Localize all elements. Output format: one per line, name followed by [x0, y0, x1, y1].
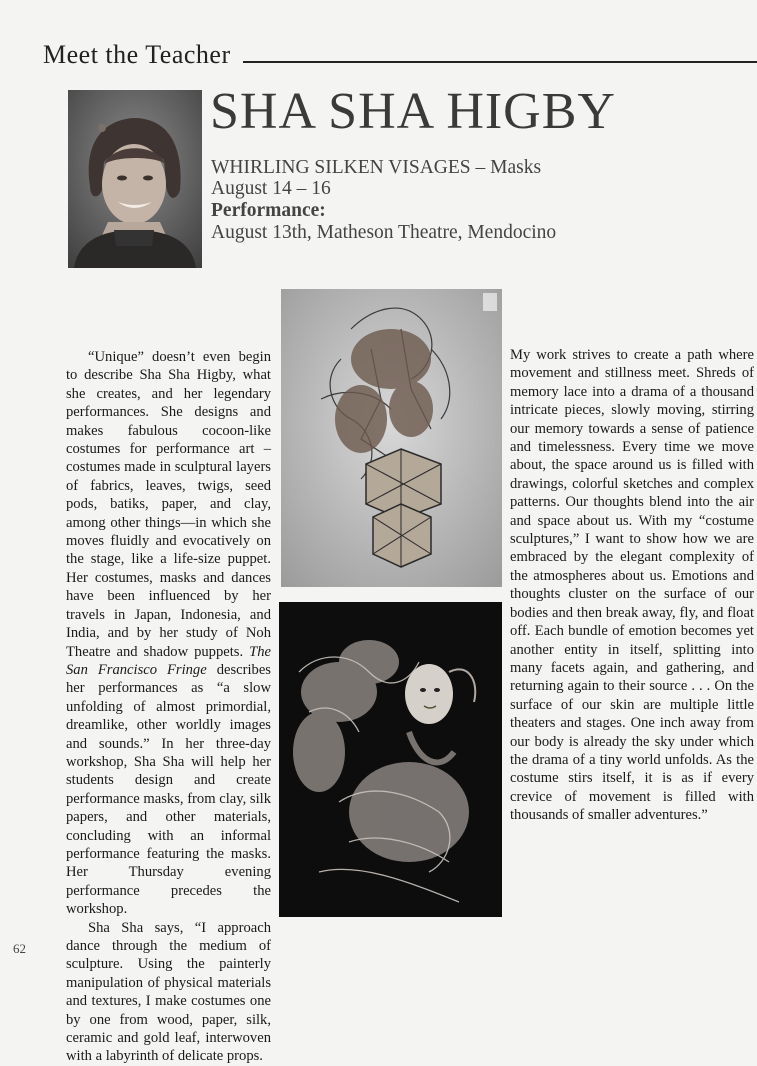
performance-details: August 13th, Matheson Theatre, Mendocino [211, 222, 557, 243]
article-right-column [510, 346, 754, 825]
teacher-name: SHA SHA HIGBY [210, 83, 616, 140]
masked-performer-photo [279, 602, 502, 917]
section-rule [243, 61, 757, 63]
section-label: Meet the Teacher [43, 40, 231, 69]
performance-label: Performance: [211, 200, 326, 221]
page-number: 62 [13, 941, 26, 956]
article-left-column [66, 348, 271, 1066]
article-paragraph: Sha Sha says, “I approach dance through the medium of sculpture. Using the painterly manipulation of physical materials and textures, I make costumes one by one from wood, paper, silk, ceramic and gold leaf, interwoven with a labyrinth of delicate props. [66, 919, 271, 1065]
article-paragraph [66, 348, 271, 919]
workshop-title: WHIRLING SILKEN VISAGES – Masks [211, 157, 542, 178]
paragraph-text: “Unique” doesn’t even begin to describe Sha Sha Higby, what she creates, and her legendary performances. She designs and makes fabulous cocoon-like costumes for performance art – costumes made in sculptural layers of fabrics, leaves, twigs, seed pods, batiks, paper, and clay, among other things—in which she moves fluidly and evocatively on the stage, like a life-size puppet. Her costumes, masks and dances have been influenced by her travels in Japan, Indonesia, and India, and by her study of Noh Theatre and shadow puppets. [66, 349, 271, 660]
article-paragraph: My work strives to create a path where movement and stillness meet. Shreds of memory lace into a drama of a thousand intricate pieces, slowly moving, stirring our memory towards a sense of patience and timelessness. Every time we move about, the space around us is filled with drawings, colorful sketches and complex patterns. Our thoughts blend into the air and space about us. With my “costume sculptures,” I want to show how we are embraced by the elegant complexity of the atmospheres about us. Emotions and thoughts cluster on the surface of our bodies and then break away, fly, and float off. Each bundle of emotion becomes yet another entity in itself, splitting into many facets again, and gathering, and returning again to their source . . . On the surface of our skin are multiple little theaters and stages. One inch away from our body is already the sky under which the drama of a tiny world unfolds. As the costume stirs itself, it is as if every crevice of movement is filled with thousands of smaller adventures.” [510, 347, 754, 824]
teacher-portrait-photo [68, 90, 202, 268]
workshop-dates: August 14 – 16 [211, 178, 331, 199]
publication-title: The San Francisco Fringe [66, 643, 271, 678]
paragraph-text: describes her performances as “a slow unfolding of almost primordial, dreamlike, other worldly images and sounds.” In her three-day workshop, Sha Sha will help her students design and create performance masks, from clay, silk papers, and other materials, concluding with an informal performance featuring the masks. Her Thursday evening performance precedes the workshop. [66, 661, 271, 918]
costume-sculpture-photo [281, 289, 502, 587]
